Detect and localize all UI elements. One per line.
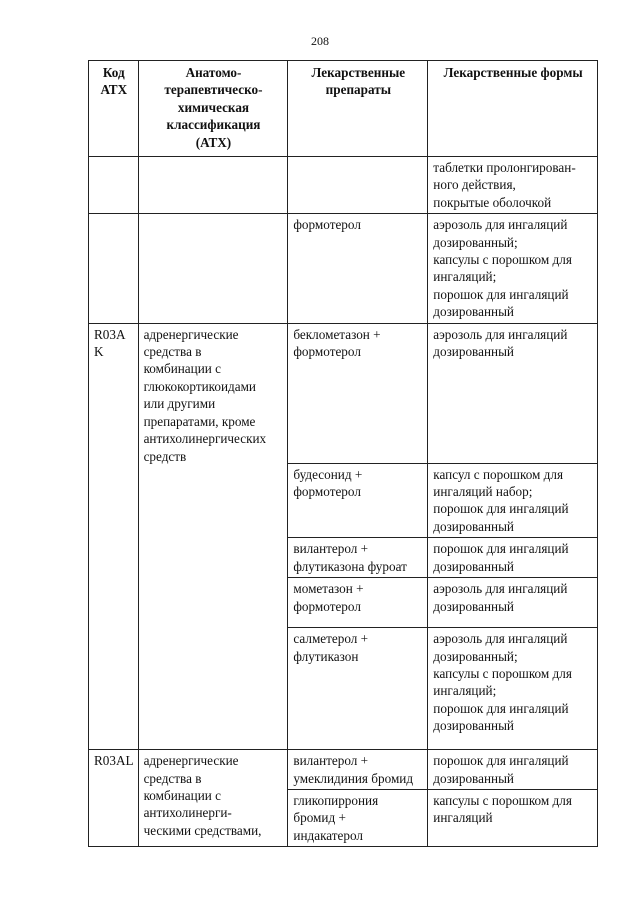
cell-drug: формотерол (288, 214, 428, 323)
table-row (89, 750, 598, 790)
cell-code (89, 157, 139, 214)
cell-drug: салметерол + флутиказон (288, 628, 428, 750)
cell-classification (138, 214, 288, 323)
cell-drug (288, 157, 428, 214)
cell-drug: вилантерол + умеклидиния бромид (288, 750, 428, 790)
table-row (89, 157, 598, 214)
cell-code-r03ak: R03AK (89, 323, 139, 749)
cell-form: аэрозоль для ингаляций дозированный; капсулы с порошком для ингаляций; порошок для ингаляций дозированный (428, 214, 598, 323)
cell-form: порошок для ингаляций дозированный (428, 538, 598, 578)
cell-classification (138, 157, 288, 214)
cell-drug: гликопиррония бромид + индакатерол (288, 789, 428, 846)
table-header-row (89, 61, 598, 157)
cell-form: капсул с порошком для ингаляций набор; порошок для ингаляций дозированный (428, 463, 598, 538)
header-forms: Лекарственные формы (428, 61, 598, 157)
cell-classification-r03al: адренергические средства в комбинации с антихолинерги- ческими средствами, (138, 750, 288, 847)
header-code: Код АТХ (89, 61, 139, 157)
table-row (89, 214, 598, 323)
cell-form: аэрозоль для ингаляций дозированный (428, 323, 598, 463)
cell-drug: беклометазон + формотерол (288, 323, 428, 463)
atx-table (88, 60, 598, 847)
cell-code (89, 214, 139, 323)
header-classification: Анатомо- терапевтическо- химическая классификация (АТХ) (138, 61, 288, 157)
cell-code-r03al: R03AL (89, 750, 139, 847)
table-row (89, 323, 598, 463)
cell-form: аэрозоль для ингаляций дозированный (428, 578, 598, 628)
page-number: 208 (311, 34, 329, 48)
cell-form: порошок для ингаляций дозированный (428, 750, 598, 790)
header-drugs: Лекарственные препараты (288, 61, 428, 157)
cell-form: аэрозоль для ингаляций дозированный; капсулы с порошком для ингаляций; порошок для ингаляций дозированный (428, 628, 598, 750)
cell-drug: вилантерол + флутиказона фуроат (288, 538, 428, 578)
cell-classification-r03ak: адренергические средства в комбинации с глюкокортикоидами или другими препаратами, кроме антихолинергических средств (138, 323, 288, 749)
cell-drug: мометазон + формотерол (288, 578, 428, 628)
cell-form: капсулы с порошком для ингаляций (428, 789, 598, 846)
cell-drug: будесонид + формотерол (288, 463, 428, 538)
cell-form: таблетки пролонгирован- ного действия, покрытые оболочкой (428, 157, 598, 214)
